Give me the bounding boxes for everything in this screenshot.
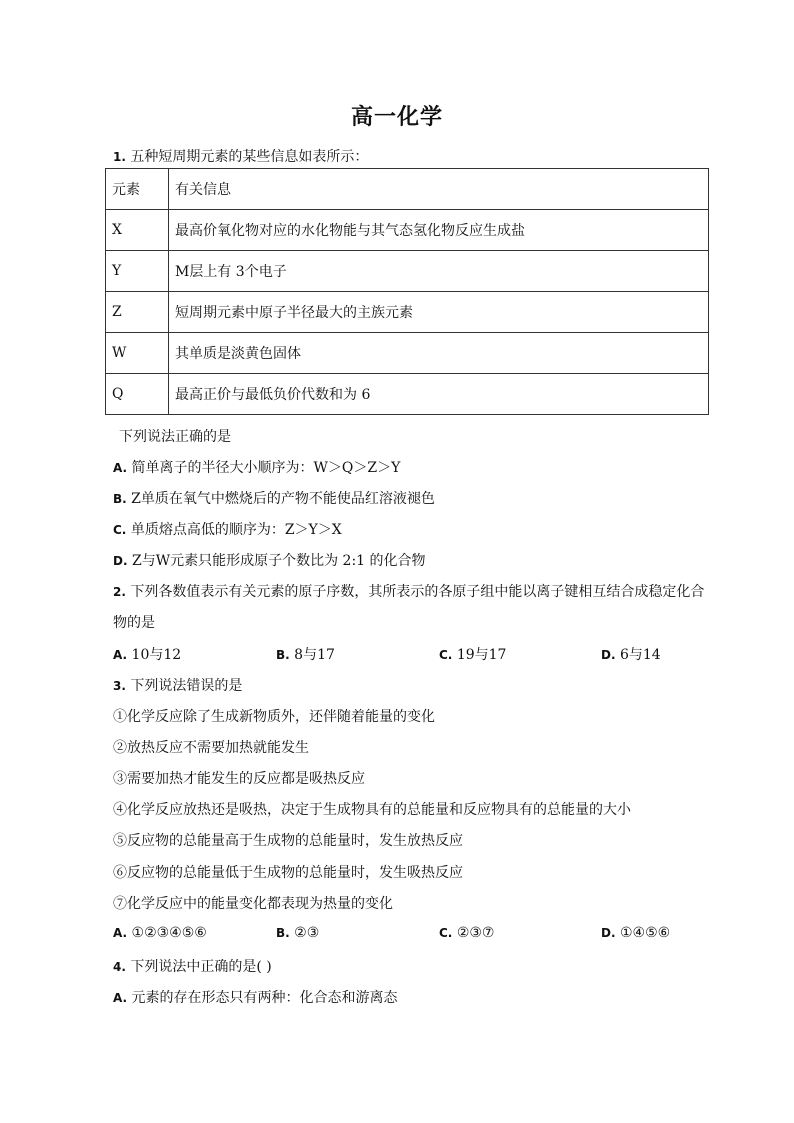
table-row: [106, 333, 709, 374]
option-key: C.: [113, 523, 127, 537]
table-header-cell: 有关信息: [169, 169, 709, 210]
table-row: [106, 210, 709, 251]
option-key: D.: [113, 554, 128, 568]
table-row: [106, 292, 709, 333]
option-key: A.: [113, 461, 128, 475]
table-cell: Y: [106, 251, 169, 292]
option-key: B.: [276, 648, 290, 662]
question-text: 下列说法错误的是: [130, 678, 243, 694]
question-text: 五种短周期元素的某些信息如表所示：: [130, 149, 369, 165]
statement-7: ⑦化学反应中的能量变化都表现为热量的变化: [113, 896, 393, 912]
table-row: [106, 374, 709, 415]
table-cell: 最高正价与最低负价代数和为 6: [169, 374, 709, 415]
option-key: D.: [601, 648, 616, 662]
table-cell: W: [106, 333, 169, 374]
option-b: [113, 488, 435, 508]
element-info-table: [105, 168, 709, 415]
table-header-cell: 元素: [106, 169, 169, 210]
option-key: A.: [113, 648, 128, 662]
table-cell: 其单质是淡黄色固体: [169, 333, 709, 374]
option-key: B.: [276, 926, 290, 940]
option-text: Z单质在氧气中燃烧后的产物不能使品红溶液褪色: [131, 491, 435, 507]
option-key: C.: [439, 648, 453, 662]
table-cell: 最高价氧化物对应的水化物能与其气态氢化物反应生成盐: [169, 210, 709, 251]
statement-4: ④化学反应放热还是吸热，决定于生成物具有的总能量和反应物具有的总能量的大小: [113, 802, 631, 818]
option-text: ②③: [294, 925, 320, 941]
option-text: ①②③④⑤⑥: [131, 925, 207, 941]
option-key: A.: [113, 991, 128, 1005]
page-title: 高一化学: [350, 104, 443, 130]
option-a: [113, 457, 400, 477]
table-cell: 短周期元素中原子半径最大的主族元素: [169, 292, 709, 333]
option-d: [601, 925, 670, 941]
option-text: Z与W元素只能形成原子个数比为 2:1 的化合物: [131, 553, 426, 569]
question-text: 下列说法中正确的是( ): [130, 959, 272, 975]
table-cell: M层上有 3个电子: [169, 251, 709, 292]
option-a: [113, 925, 207, 941]
option-text: 简单离子的半径大小顺序为：W＞Q＞Z＞Y: [131, 460, 401, 476]
statement-6: ⑥反应物的总能量低于生成物的总能量时，发生吸热反应: [113, 865, 463, 881]
option-c: [439, 925, 494, 941]
option-key: A.: [113, 926, 128, 940]
question-4-stem: [113, 956, 272, 976]
option-text: ①④⑤⑥: [619, 925, 671, 941]
question-2-stem: [113, 581, 704, 601]
option-text: 单质熔点高低的顺序为：Z＞Y＞X: [130, 522, 342, 538]
option-d: [113, 550, 426, 570]
option-key: D.: [601, 926, 616, 940]
option-text: 元素的存在形态只有两种：化合态和游离态: [131, 990, 398, 1006]
statement-2: ②放热反应不需要加热就能发生: [113, 740, 309, 756]
option-text: 19与17: [456, 647, 507, 663]
statement-3: ③需要加热才能发生的反应都是吸热反应: [113, 771, 365, 787]
option-key: C.: [439, 926, 453, 940]
option-text: 10与12: [131, 647, 182, 663]
question-number: 1.: [113, 150, 126, 164]
question-1-prompt: 下列说法正确的是: [119, 429, 231, 445]
option-key: B.: [113, 492, 127, 506]
table-row: [106, 251, 709, 292]
question-2-stem-cont: 物的是: [113, 615, 155, 631]
option-c: [113, 519, 342, 539]
question-1-stem: [113, 146, 368, 166]
table-cell: Q: [106, 374, 169, 415]
statement-5: ⑤反应物的总能量高于生成物的总能量时，发生放热反应: [113, 833, 463, 849]
table-cell: Z: [106, 292, 169, 333]
option-d: [601, 644, 661, 664]
option-a: [113, 987, 398, 1007]
question-number: 3.: [113, 679, 126, 693]
statement-1: ①化学反应除了生成新物质外，还伴随着能量的变化: [113, 709, 435, 725]
question-number: 4.: [113, 960, 126, 974]
option-b: [276, 925, 319, 941]
question-3-stem: [113, 675, 242, 695]
option-c: [439, 644, 506, 664]
option-text: 8与17: [294, 647, 335, 663]
option-text: 6与14: [619, 647, 661, 663]
question-number: 2.: [113, 585, 126, 599]
table-cell: X: [106, 210, 169, 251]
option-text: ②③⑦: [456, 925, 495, 941]
table-header-row: [106, 169, 709, 210]
option-b: [276, 644, 335, 664]
question-text: 下列各数值表示有关元素的原子序数，其所表示的各原子组中能以离子键相互结合成稳定化合: [130, 584, 705, 600]
option-a: [113, 644, 181, 664]
